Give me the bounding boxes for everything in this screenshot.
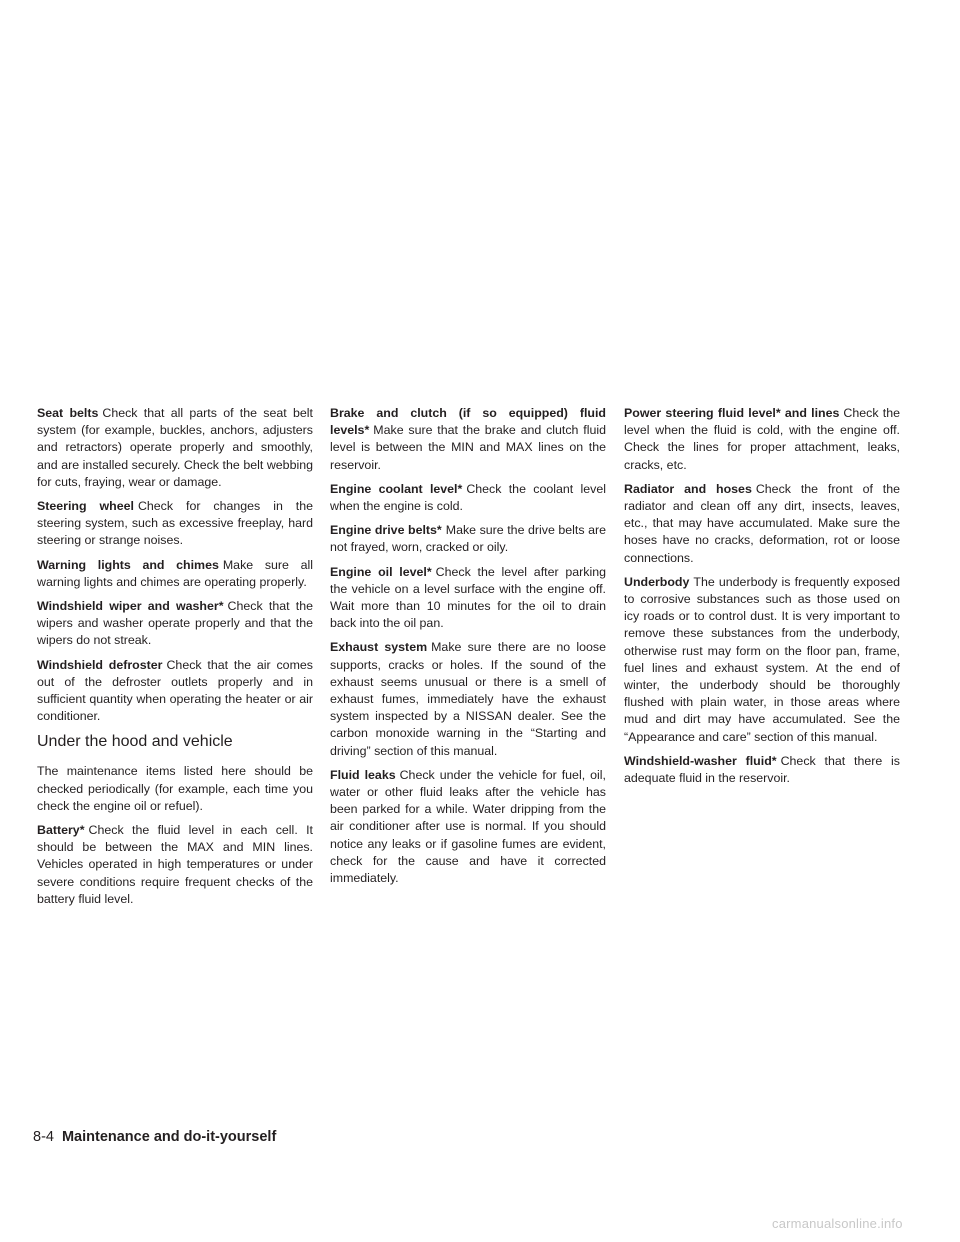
- maintenance-item: [624, 481, 900, 567]
- page-number: 8-4: [33, 1129, 54, 1145]
- column-3: [624, 405, 900, 794]
- item-term: Engine coolant level*: [330, 481, 463, 496]
- item-description: Check under the vehicle for fuel, oil, water or other fluid leaks after the vehicle has been parked for a while. Water dripping from the air conditioner after use is normal. If you should notice any leaks or if gasoline fumes are evident, check for the cause and have it corrected immediately.: [330, 767, 606, 886]
- item-description: Check the front of the radiator and clean off any dirt, insects, leaves, etc., that may have accumulated. Make sure the hoses have no cracks, deformation, rot or loose connections.: [624, 481, 901, 565]
- item-term: Seat belts: [37, 406, 99, 420]
- item-description: Make sure the drive belts are not frayed, worn, cracked or oily.: [330, 523, 607, 555]
- item-term: Warning lights and chimes: [37, 557, 219, 572]
- page-footer: [33, 1129, 276, 1145]
- maintenance-item: [330, 564, 606, 633]
- maintenance-item: [330, 522, 606, 556]
- item-description: Check the fluid level in each cell. It should be between the MAX and MIN lines. Vehicles operated in high temperatures or under severe conditions require frequent checks of the battery fluid level.: [37, 823, 313, 906]
- maintenance-item: [37, 822, 313, 908]
- column-1-items-bottom: [37, 822, 313, 908]
- item-description: Check the level when the fluid is cold, with the engine off. Check the lines for proper attachment, leaks, cracks, etc.: [624, 406, 900, 472]
- item-term: Battery*: [37, 823, 85, 838]
- maintenance-item: [37, 405, 313, 491]
- column-1: [37, 405, 313, 915]
- item-term: Fluid leaks: [330, 767, 396, 782]
- item-term: Brake and clutch (if so equipped) fluid levels*: [330, 406, 606, 438]
- item-description: Check for changes in the steering system, such as excessive freeplay, hard steering or strange noises.: [37, 499, 313, 548]
- maintenance-item: [37, 598, 313, 650]
- item-term: Engine oil level*: [330, 564, 432, 579]
- maintenance-item: [624, 574, 900, 746]
- item-description: Make sure that the brake and clutch fluid level is between the MIN and MAX lines on the reservoir.: [330, 423, 606, 472]
- maintenance-item: [37, 657, 313, 726]
- item-term: Windshield defroster: [37, 657, 163, 672]
- maintenance-item: [330, 767, 606, 887]
- item-description: Check that all parts of the seat belt system (for example, buckles, anchors, adjusters and retractors) operate properly and smoothly, and are installed securely. Check the belt webbing for cuts, fraying, wear or damage.: [37, 406, 313, 489]
- maintenance-item: [330, 405, 606, 474]
- item-description: The underbody is frequently exposed to corrosive substances such as those used on icy roads or to control dust. It is very important to remove these substances from the underbody, otherwise rust may form on the floor pan, frame, fuel lines and exhaust system. At the end of winter, the underbody should be thoroughly flushed with plain water, in those areas where mud and dirt may have accumulated. See the “Appearance and care” section of this manual.: [624, 574, 900, 744]
- item-description: Check that the wipers and washer operate properly and that the wipers do not streak.: [37, 599, 313, 648]
- item-description: Make sure all warning lights and chimes are operating properly.: [37, 557, 313, 589]
- maintenance-item: [330, 639, 606, 759]
- maintenance-item: [624, 753, 900, 787]
- maintenance-item: [37, 498, 313, 550]
- maintenance-item: [330, 481, 606, 515]
- item-description: Check the coolant level when the engine is cold.: [330, 481, 606, 514]
- item-term: Underbody: [624, 574, 690, 589]
- item-term: Steering wheel: [37, 499, 134, 514]
- maintenance-item: [624, 405, 900, 474]
- item-term: Windshield-washer fluid*: [624, 753, 777, 768]
- item-term: Engine drive belts*: [330, 523, 442, 538]
- item-term: Power steering fluid level* and lines: [624, 406, 840, 420]
- item-description: Check the level after parking the vehicle on a level surface with the engine off. Wait more than 10 minutes for the oil to drain back into the oil pan.: [330, 564, 606, 631]
- section-intro: The maintenance items listed here should be checked periodically (for example, each time you check the engine oil or refuel).: [37, 764, 313, 813]
- chapter-title: Maintenance and do-it-yourself: [61, 1129, 277, 1145]
- item-term: Radiator and hoses: [624, 481, 752, 496]
- item-term: Windshield wiper and washer*: [37, 599, 224, 614]
- section-heading: Under the hood and vehicle: [37, 733, 233, 751]
- item-description: Check that there is adequate fluid in the reservoir.: [624, 753, 901, 786]
- watermark: carmanualsonline.info: [772, 1216, 903, 1231]
- maintenance-item: [37, 557, 313, 591]
- item-description: Check that the air comes out of the defroster outlets properly and in sufficient quantity when operating the heater or air conditioner.: [37, 657, 313, 724]
- item-description: Make sure there are no loose supports, cracks or holes. If the sound of the exhaust seems unusual or there is a smell of exhaust fumes, immediately have the exhaust system inspected by a NISSAN dealer. See the carbon monoxide warning in the “Starting and driving” section of this manual.: [330, 640, 607, 758]
- item-term: Exhaust system: [330, 640, 428, 655]
- column-1-items-top: [37, 405, 313, 725]
- column-2: [330, 405, 606, 894]
